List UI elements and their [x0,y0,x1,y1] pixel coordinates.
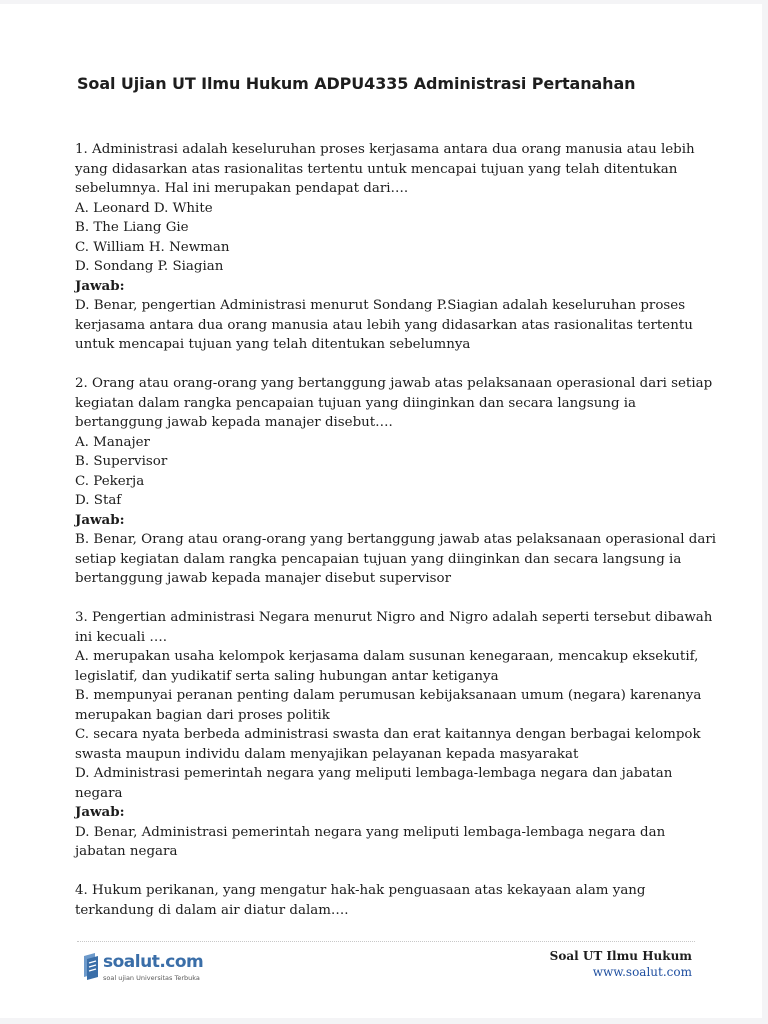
question-2 [75,374,715,589]
question-text-line: 4. Hukum perikanan, yang mengatur hak-hak penguasaan atas kekayaan alam yang [75,883,646,898]
answer-option: B. mempunyai peranan penting dalam perumusan kebijaksanaan umum (negara) karenanya [75,688,702,703]
question-1 [75,140,715,355]
answer-explanation-line: D. Benar, Administrasi pemerintah negara yang meliputi lembaga-lembaga negara dan [75,824,666,840]
answer-explanation-line: untuk mencapai tujuan yang telah ditentukan sebelumnya [75,337,471,352]
logo-text: soalut.com [103,952,204,972]
document-title: Soal Ujian UT Ilmu Hukum ADPU4335 Administrasi Pertanahan [77,74,636,93]
footer-info [550,948,692,980]
answer-option: C. Pekerja [75,473,145,489]
question-text-line: terkandung di dalam air diatur dalam…. [75,902,349,918]
question-text-line: bertanggung jawab kepada manajer disebut…. [75,415,393,430]
answer-option: C. secara nyata berbeda administrasi swasta dan erat kaitannya dengan berbagai kelompok [75,727,701,742]
answer-option: A. Manajer [75,434,150,450]
document-page [0,4,762,1018]
question-text-line: sebelumnya. Hal ini merupakan pendapat dari…. [75,181,409,196]
answer-explanation-line: kerjasama antara dua orang manusia atau lebih yang didasarkan atas rasionalitas tertentu [75,317,693,333]
answer-label: Jawab: [75,277,125,294]
question-text-line: 3. Pengertian administrasi Negara menurut Nigro and Nigro adalah seperti tersebut dibawah [75,610,713,625]
question-text-line: kegiatan dalam rangka pencapaian tujuan yang diinginkan dan secara langsung ia [75,395,637,411]
answer-option-continuation: merupakan bagian dari proses politik [75,707,330,723]
question-text-line: 2. Orang atau orang-orang yang bertanggung jawab atas pelaksanaan operasional dari setiap [75,376,713,391]
answer-option-continuation: legislatif, dan yudikatif serta saling hubungan antar ketiganya [75,668,499,684]
answer-option: D. Sondang P. Siagian [75,259,224,274]
document-content [75,140,715,940]
answer-option-continuation: negara [75,785,123,801]
question-text-line: 1. Administrasi adalah keseluruhan proses kerjasama antara dua orang manusia atau lebih [75,142,695,157]
footer-url-link[interactable]: www.soalut.com [592,965,692,979]
question-4 [75,881,715,920]
answer-explanation-line: B. Benar, Orang atau orang-orang yang bertanggung jawab atas pelaksanaan operasional dari [75,532,717,547]
answer-label: Jawab: [75,804,125,820]
answer-explanation-line: D. Benar, pengertian Administrasi menurut Sondang P.Siagian adalah keseluruhan proses [75,298,686,313]
footer-site-title: Soal UT Ilmu Hukum [549,949,692,963]
answer-label: Jawab: [75,511,125,528]
answer-option: C. William H. Newman [75,239,230,255]
footer-divider [77,941,695,942]
book-logo-icon [81,952,101,982]
answer-option: B. The Liang Gie [75,220,189,235]
answer-option: A. Leonard D. White [75,200,213,216]
answer-option-continuation: swasta maupun individu dalam menyajikan pelayanan kepada masyarakat [75,746,579,762]
answer-explanation-line: bertanggung jawab kepada manajer disebut supervisor [75,571,452,586]
answer-explanation-line: setiap kegiatan dalam rangka pencapaian tujuan yang diinginkan dan secara langsung ia [75,551,682,567]
answer-option: D. Administrasi pemerintah negara yang meliputi lembaga-lembaga negara dan jabatan [75,766,673,781]
question-text-line: ini kecuali …. [75,629,168,645]
answer-explanation-line: jabatan negara [75,844,178,859]
site-logo [81,950,221,990]
answer-option: A. merupakan usaha kelompok kerjasama dalam susunan kenegaraan, mencakup eksekutif, [75,649,699,664]
answer-option: B. Supervisor [75,454,168,469]
question-text-line: yang didasarkan atas rasionalitas tertentu untuk mencapai tujuan yang telah ditentukan [75,161,678,177]
logo-tagline: soal ujian Universitas Terbuka [103,974,200,982]
answer-option: D. Staf [75,493,122,508]
question-3 [75,608,715,862]
